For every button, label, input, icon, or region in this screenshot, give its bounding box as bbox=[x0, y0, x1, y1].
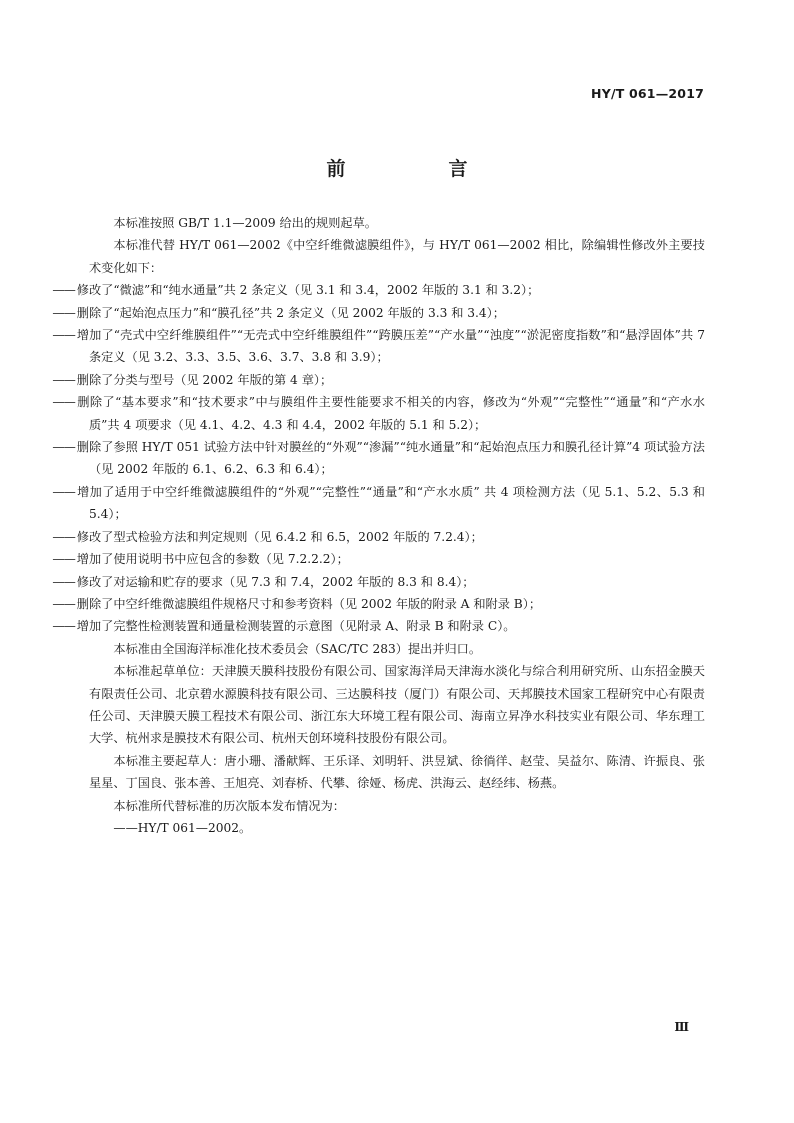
list-item-text: 删除了参照 HY/T 051 试验方法中针对膜丝的“外观”“渗漏”“纯水通量”和“起始泡点压力和膜孔径计算”4 项试验方法（见 2002 年版的 6.1、6.2、6.3 和 6.4）； bbox=[76, 440, 705, 477]
paragraph-drafting-units: 本标准起草单位：天津膜天膜科技股份有限公司、国家海洋局天津海水淡化与综合利用研究所、山东招金膜天有限责任公司、北京碧水源膜科技有限公司、三达膜科技（厦门）有限公司、天邦膜技术国家工程研究中心有限责任公司、天津膜天膜工程技术有限公司、浙江东大环境工程有限公司、海南立昇净水科技实业有限公司、华东理工大学、杭州求是膜技术有限公司、杭州天创环境科技股份有限公司。 bbox=[89, 664, 705, 746]
history-item bbox=[89, 817, 705, 839]
changes-list bbox=[52, 279, 705, 638]
list-item-text: 删除了中空纤维微滤膜组件规格尺寸和参考资料（见 2002 年版的附录 A 和附录 B）； bbox=[76, 596, 542, 611]
list-item bbox=[52, 369, 705, 391]
list-item bbox=[52, 279, 705, 301]
standard-number: HY/T 061—2017 bbox=[591, 86, 704, 101]
list-item bbox=[52, 391, 705, 436]
paragraph-history-intro: 本标准所代替标准的历次版本发布情况为： bbox=[113, 798, 345, 813]
list-item-text: 增加了完整性检测装置和通量检测装置的示意图（见附录 A、附录 B 和附录 C）。 bbox=[76, 619, 516, 634]
paragraph-replacement-note: 本标准代替 HY/T 061—2002《中空纤维微滤膜组件》，与 HY/T 061—2002 相比，除编辑性修改外主要技术变化如下： bbox=[89, 238, 705, 275]
paragraph-drafters: 本标准主要起草人：唐小珊、潘献辉、王乐译、刘明轩、洪昱斌、徐徜徉、赵莹、吴益尔、陈清、许振良、张星星、丁国良、张本善、王旭亮、刘春桥、代攀、徐娅、杨虎、洪海云、赵经纬、杨燕。 bbox=[89, 753, 705, 791]
dash-marker: —— bbox=[52, 596, 75, 611]
list-item-text: 修改了型式检验方法和判定规则（见 6.4.2 和 6.5，2002 年版的 7.2.4）； bbox=[76, 529, 483, 544]
paragraph-drafting-rule: 本标准按照 GB/T 1.1—2009 给出的规则起草。 bbox=[113, 216, 377, 230]
list-item bbox=[52, 593, 705, 615]
list-item-text: 增加了“壳式中空纤维膜组件”“无壳式中空纤维膜组件”“跨膜压差”“产水量”“浊度”“淤泥密度指数”和“悬浮固体”共 7 条定义（见 3.2、3.3、3.5、3.6、3.7、3.8 和 3.9）； bbox=[76, 328, 705, 365]
dash-marker: —— bbox=[113, 820, 138, 835]
list-item-text: 删除了分类与型号（见 2002 年版的第 4 章）； bbox=[76, 372, 333, 387]
list-item-text: 删除了“基本要求”和“技术要求”中与膜组件主要性能要求不相关的内容，修改为“外观”“完整性”“通量”和“产水水质”共 4 项要求（见 4.1、4.2、4.3 和 4.4，2002 年版的 5.1 和 5.2）； bbox=[76, 395, 705, 432]
dash-marker: —— bbox=[52, 283, 75, 298]
dash-marker: —— bbox=[52, 395, 75, 410]
list-item-text: 增加了使用说明书中应包含的参数（见 7.2.2.2）； bbox=[76, 552, 349, 567]
page-number: Ⅲ bbox=[674, 1020, 689, 1034]
dash-marker: —— bbox=[52, 529, 75, 544]
list-item-text: 删除了“起始泡点压力”和“膜孔径”共 2 条定义（见 2002 年版的 3.3 和 3.4）； bbox=[76, 305, 505, 320]
dash-marker: —— bbox=[52, 552, 75, 567]
page-title: 前 言 bbox=[326, 158, 510, 180]
list-item bbox=[52, 302, 705, 324]
dash-marker: —— bbox=[52, 440, 75, 455]
list-item bbox=[52, 615, 705, 637]
list-item bbox=[52, 548, 705, 570]
list-item bbox=[52, 481, 705, 526]
list-item bbox=[52, 324, 705, 369]
dash-marker: —— bbox=[52, 328, 75, 343]
list-item bbox=[52, 526, 705, 548]
dash-marker: —— bbox=[52, 305, 75, 320]
list-item-text: 增加了适用于中空纤维微滤膜组件的“外观”“完整性”“通量”和“产水水质” 共 4 项检测方法（见 5.1、5.2、5.3 和 5.4）； bbox=[76, 484, 705, 522]
list-item bbox=[52, 436, 705, 481]
list-item-text: 修改了“微滤”和“纯水通量”共 2 条定义（见 3.1 和 3.4，2002 年版的 3.1 和 3.2）； bbox=[76, 283, 540, 298]
dash-marker: —— bbox=[52, 372, 75, 387]
dash-marker: —— bbox=[52, 574, 75, 589]
dash-marker: —— bbox=[52, 484, 75, 499]
dash-marker: —— bbox=[52, 619, 75, 634]
history-item-text: HY/T 061—2002。 bbox=[137, 820, 252, 835]
list-item bbox=[52, 571, 705, 593]
paragraph-proposer: 本标准由全国海洋标准化技术委员会（SAC/TC 283）提出并归口。 bbox=[113, 641, 482, 656]
list-item-text: 修改了对运输和贮存的要求（见 7.3 和 7.4，2002 年版的 8.3 和 8.4）； bbox=[76, 574, 475, 589]
document-body bbox=[52, 212, 705, 839]
